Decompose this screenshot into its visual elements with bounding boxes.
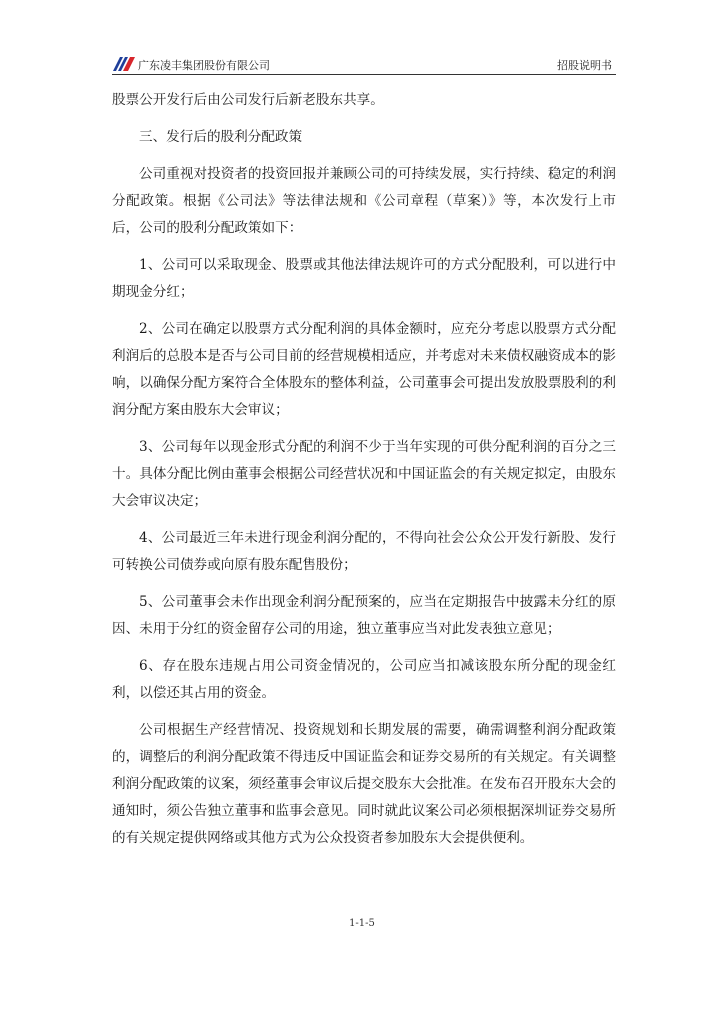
page-number: 1-1-5 [349, 918, 375, 929]
paragraph-item-2: 2、公司在确定以股票方式分配利润的具体金额时，应充分考虑以股票方式分配利润后的总股本是否与公司目前的经营规模相适应，并考虑对未来债权融资成本的影响，以确保分配方案符合全体股东的整体利益，公司董事会可提出发放股票股利的利润分配方案由股东大会审议； [112, 321, 616, 418]
paragraph-item-1: 1、公司可以采取现金、股票或其他法律法规许可的方式分配股利，可以进行中期现金分红； [112, 257, 616, 300]
document-body [112, 87, 616, 852]
section-heading: 三、发行后的股利分配政策 [139, 129, 303, 145]
paragraph-adjustment: 公司根据生产经营情况、投资规划和长期发展的需要，确需调整利润分配政策的，调整后的利润分配政策不得违反中国证监会和证券交易所的有关规定。有关调整利润分配政策的议案，须经董事会审议后提交股东大会批准。在发布召开股东大会的通知时，须公告独立董事和监事会意见。同时就此议案公司必须根据深圳证券交易所的有关规定提供网络或其他方式为公众投资者参加股东大会提供便利。 [112, 722, 616, 846]
paragraph-item-5: 5、公司董事会未作出现金利润分配预案的，应当在定期报告中披露未分红的原因、未用于分红的资金留存公司的用途，独立董事应当对此发表独立意见； [112, 594, 616, 637]
paragraph-item-4: 4、公司最近三年未进行现金利润分配的，不得向社会公众公开发行新股、发行可转换公司债券或向原有股东配售股份； [112, 530, 616, 573]
continuation-text: 股票公开发行后由公司发行后新老股东共享。 [112, 92, 384, 108]
document-type: 招股说明书 [557, 59, 612, 72]
header-divider [112, 74, 616, 75]
page-header [112, 52, 616, 74]
paragraph-intro: 公司重视对投资者的投资回报并兼顾公司的可持续发展，实行持续、稳定的利润分配政策。根据《公司法》等法律法规和《公司章程（草案）》等，本次发行上市后，公司的股利分配政策如下： [112, 166, 616, 236]
company-logo-icon [112, 54, 136, 72]
paragraph-item-6: 6、存在股东违规占用公司资金情况的，公司应当扣减该股东所分配的现金红利，以偿还其占用的资金。 [112, 658, 616, 701]
paragraph-item-3: 3、公司每年以现金形式分配的利润不少于当年实现的可供分配利润的百分之三十。具体分配比例由董事会根据公司经营状况和中国证监会的有关规定拟定，由股东大会审议决定； [112, 439, 616, 509]
company-name: 广东凌丰集团股份有限公司 [138, 59, 270, 72]
